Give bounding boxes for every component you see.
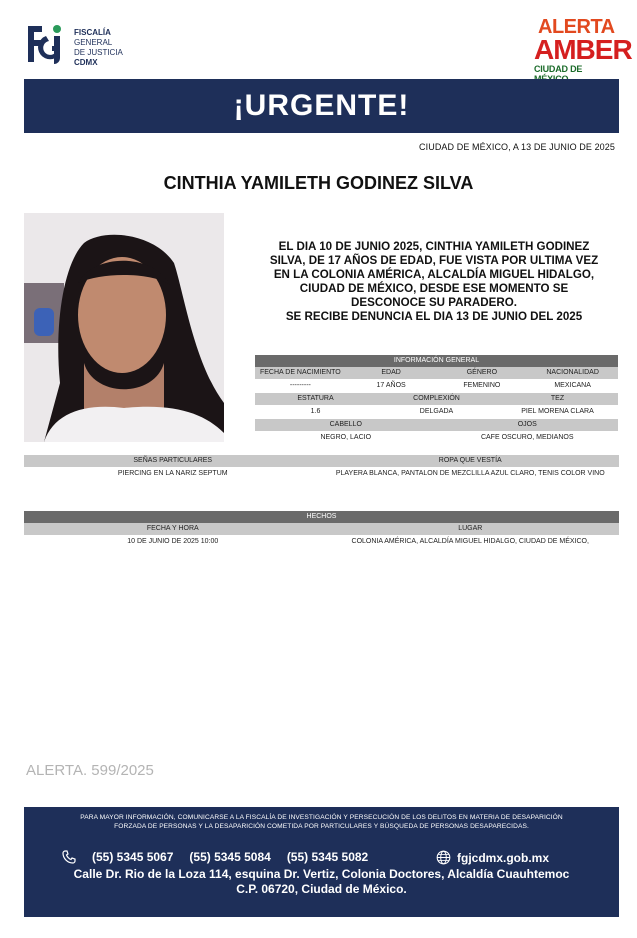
general-info-value-row-2: 1.6 DELGADA PIEL MORENA CLARA	[310, 408, 594, 415]
missing-person-photo	[24, 213, 224, 442]
general-info-table	[255, 355, 618, 445]
incident-description: EL DIA 10 DE JUNIO 2025, CINTHIA YAMILETH GODINEZ SILVA, DE 17 AÑOS DE EDAD, FUE VISTA POR ULTIMA VEZ EN LA COLONIA AMÉRICA, ALCALDÍA MIGUEL HIDALGO, CIUDAD DE MÉXICO, DESDE ESE MOMENTO SE DESCONOCE SU PARADERO. SE RECIBE DENUNCIA EL DIA 13 DE JUNIO DEL 2025	[269, 240, 599, 323]
facts-title: HECHOS	[24, 511, 619, 523]
phone-icon	[62, 850, 76, 864]
general-info-value-row-1: --------- 17 AÑOS FEMENINO MEXICANA	[289, 382, 591, 389]
footer-address: Calle Dr. Rio de la Loza 114, esquina Dr. Vertiz, Colonia Doctores, Alcaldía Cuauhtemoc C.P. 06720, Ciudad de México.	[73, 867, 570, 896]
general-info-header-row-2: ESTATURA COMPLEXIÓN TEZ	[255, 393, 618, 405]
urgent-banner: ¡URGENTE!	[24, 79, 619, 133]
general-info-title: INFORMACIÓN GENERAL	[255, 355, 618, 367]
alert-number: ALERTA. 599/2025	[26, 762, 154, 779]
footer-phones	[62, 850, 368, 864]
general-info-header-row-1: FECHA DE NACIMIENTO EDAD GÉNERO NACIONALIDAD	[255, 367, 618, 379]
globe-icon	[436, 850, 451, 865]
fgj-logo	[24, 22, 154, 72]
missing-person-name: CINTHIA YAMILETH GODINEZ SILVA	[163, 173, 474, 193]
phone-number-1[interactable]: (55) 5345 5067	[92, 850, 174, 864]
features-table	[24, 455, 619, 481]
fgj-emblem-icon	[24, 22, 68, 70]
footer-contact	[24, 807, 619, 917]
alerta-amber-logo: ALERTA AMBER CIUDAD DE	[534, 16, 632, 74]
features-value-row: PIERCING EN LA NARIZ SEPTUM PLAYERA BLANCA, PANTALON DE MEZCLILLA AZUL CLARO, TENIS COLOR VINO	[117, 470, 605, 477]
phone-number-2[interactable]: (55) 5345 5084	[189, 850, 271, 864]
website-link[interactable]: fgjcdmx.gob.mx	[457, 850, 550, 865]
dateline: CIUDAD DE MÉXICO, A 13 DE JUNIO DE 2025	[419, 142, 615, 152]
facts-table	[24, 511, 619, 549]
facts-value-row: 10 DE JUNIO DE 2025 10:00 COLONIA AMÉRICA, ALCALDÍA MIGUEL HIDALGO, CIUDAD DE MÉXICO,	[127, 538, 589, 545]
phone-number-3[interactable]: (55) 5345 5082	[286, 850, 369, 864]
general-info-header-row-3: CABELLO OJOS	[255, 419, 618, 431]
footer-info-text: PARA MAYOR INFORMACIÓN, COMUNICARSE A LA FISCALÍA DE INVESTIGACIÓN Y PERSECUCIÓN DE LOS DELITOS EN MATERIA DE DESAPARICIÓN FORZADA DE PERSONAS Y LA DESAPARICIÓN COMETIDA POR PARTICULARES Y BÚSQUEDA DE PERSONAS DESAPARECIDAS.	[80, 814, 563, 830]
footer-website[interactable]	[436, 850, 549, 865]
fgj-logo-text: FISCALÍA GENERAL DE JUSTICIA CDMX	[74, 28, 123, 67]
facts-header-row: FECHA Y HORA LUGAR	[24, 523, 619, 535]
features-header-row: SEÑAS PARTICULARES ROPA QUE VESTÍA	[24, 455, 619, 467]
general-info-value-row-3: NEGRO, LACIO CAFE OSCURO, MEDIANOS	[320, 434, 574, 441]
